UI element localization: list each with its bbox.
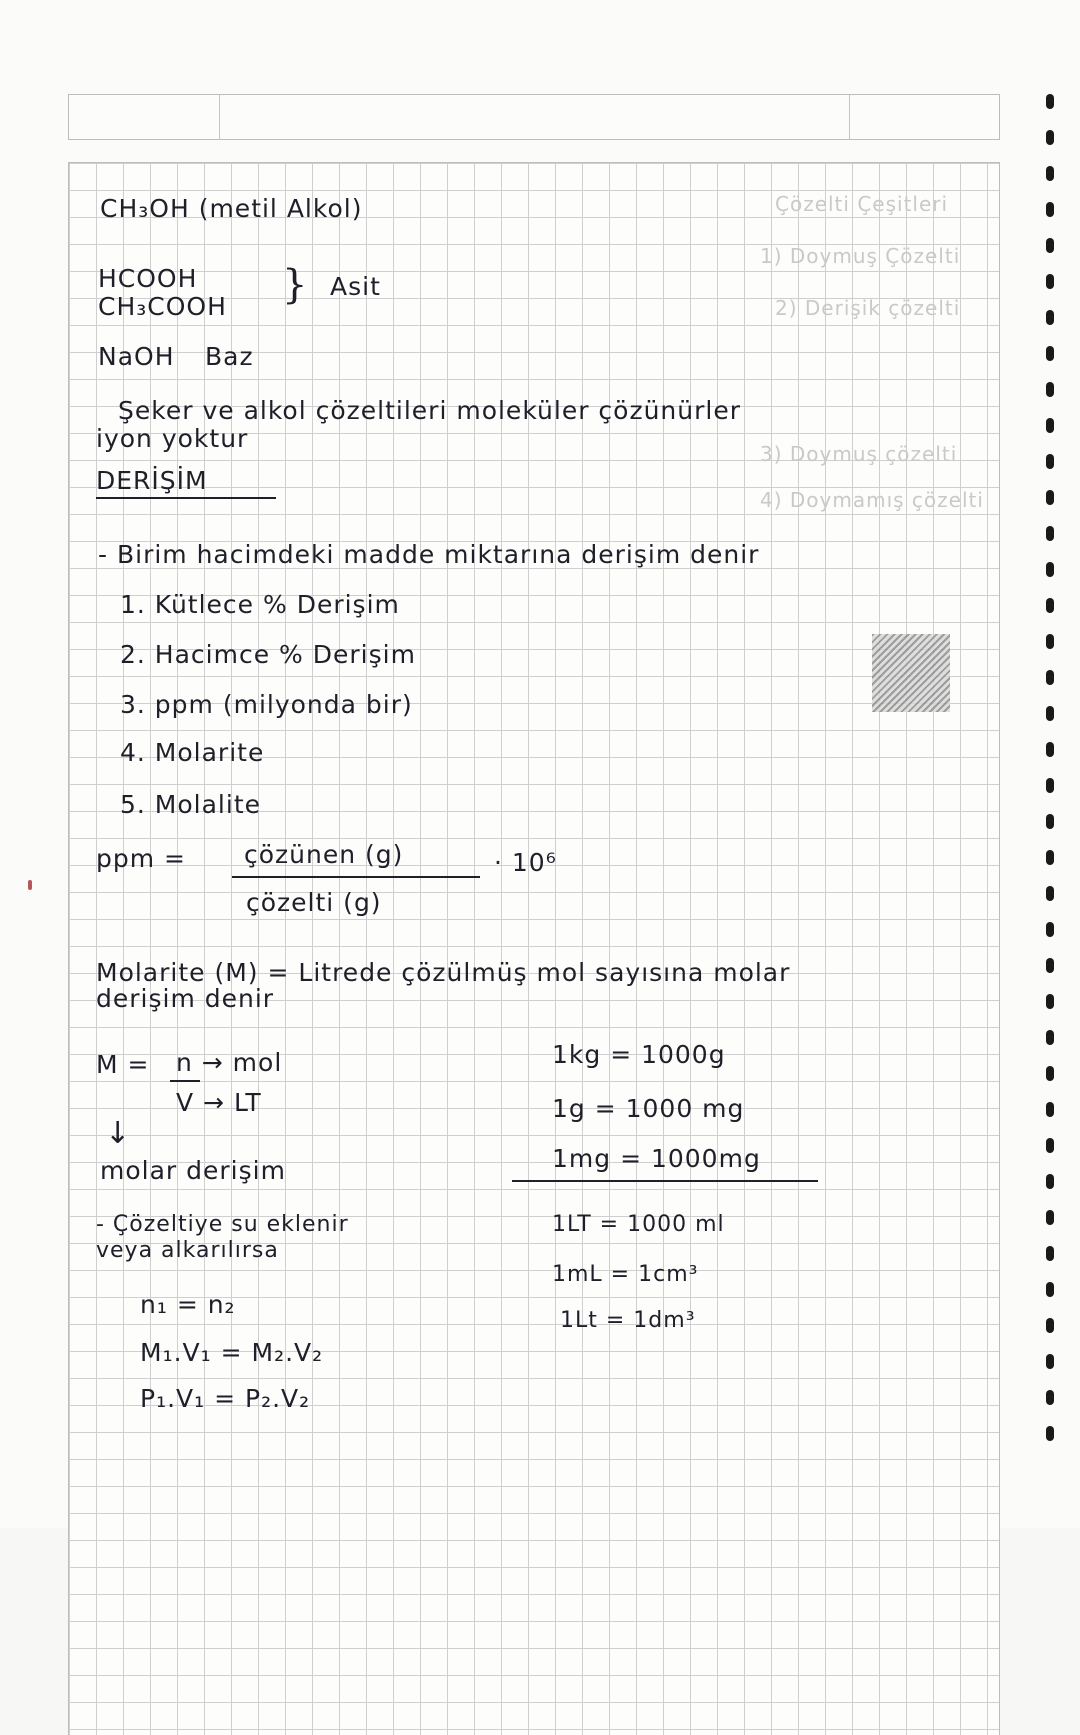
base-label: Baz [205,342,254,371]
unit-conversion: 1g = 1000 mg [552,1094,745,1123]
acid-label: Asit [330,272,381,301]
unit-conversion: 1mL = 1cm³ [552,1262,699,1287]
down-arrow-icon: ↓ [105,1116,131,1151]
methanol-line: CH₃OH (metil Alkol) [100,194,363,223]
list-item: 4. Molarite [120,738,265,767]
molarite-definition-2: derişim denir [96,984,275,1013]
margin-mark [28,880,32,890]
bleed-through-text: 3) Doymuş çözelti [760,442,958,466]
hatched-sketch [872,634,950,712]
molarite-definition: Molarite (M) = Litrede çözülmüş mol sayısına molar [96,958,791,987]
equation: M₁.V₁ = M₂.V₂ [140,1338,324,1367]
equation: n₁ = n₂ [140,1290,236,1319]
equation: P₁.V₁ = P₂.V₂ [140,1384,311,1413]
bleed-through-text: 4) Doymamış çözelti [760,488,984,512]
molar-derisim-label: molar derişim [100,1156,286,1185]
header-divider [849,95,850,139]
bleed-through-text: 1) Doymuş Çözelti [760,244,961,268]
spiral-holes [1046,94,1056,1514]
formula-n: n → mol [176,1048,283,1077]
ppm-label: ppm = [96,844,186,873]
list-item: 2. Hacimce % Derişim [120,640,416,669]
brace-acid: } [282,262,308,308]
unit-conversion: 1LT = 1000 ml [552,1212,725,1237]
dilution-note: - Çözeltiye su eklenir [96,1212,349,1237]
list-item: 3. ppm (milyonda bir) [120,690,413,719]
ppm-multiplier: · 10⁶ [494,848,557,877]
sugar-alcohol-note-2: iyon yoktur [96,424,249,453]
formic-acid: HCOOH [98,264,198,293]
formula-m: M = [96,1050,150,1079]
unit-conversion: 1kg = 1000g [552,1040,726,1069]
unit-conversion: 1Lt = 1dm³ [560,1308,696,1333]
header-divider [219,95,220,139]
fraction-bar [232,876,480,878]
ppm-denominator: çözelti (g) [246,888,382,917]
sugar-alcohol-note: Şeker ve alkol çözeltileri moleküler çözünürler [118,396,742,425]
formula-v: V → LT [176,1088,262,1117]
derisim-definition: - Birim hacimdeki madde miktarına derişim denir [98,540,760,569]
list-item: 1. Kütlece % Derişim [120,590,400,619]
list-item: 5. Molalite [120,790,262,819]
bleed-through-text: 2) Derişik çözelti [775,296,961,320]
fraction-bar [170,1080,200,1082]
dilution-note-2: veya alkarılırsa [96,1238,279,1263]
unit-conversion: 1mg = 1000mg [552,1144,761,1173]
acetic-acid: CH₃COOH [98,292,227,321]
naoh: NaOH [98,342,175,371]
ppm-numerator: çözünen (g) [244,840,404,869]
section-title-derisim: DERİŞİM [96,466,276,499]
bleed-through-text: Çözelti Çeşitleri [775,192,949,216]
header-strip [68,94,1000,140]
separator-line [512,1180,818,1182]
